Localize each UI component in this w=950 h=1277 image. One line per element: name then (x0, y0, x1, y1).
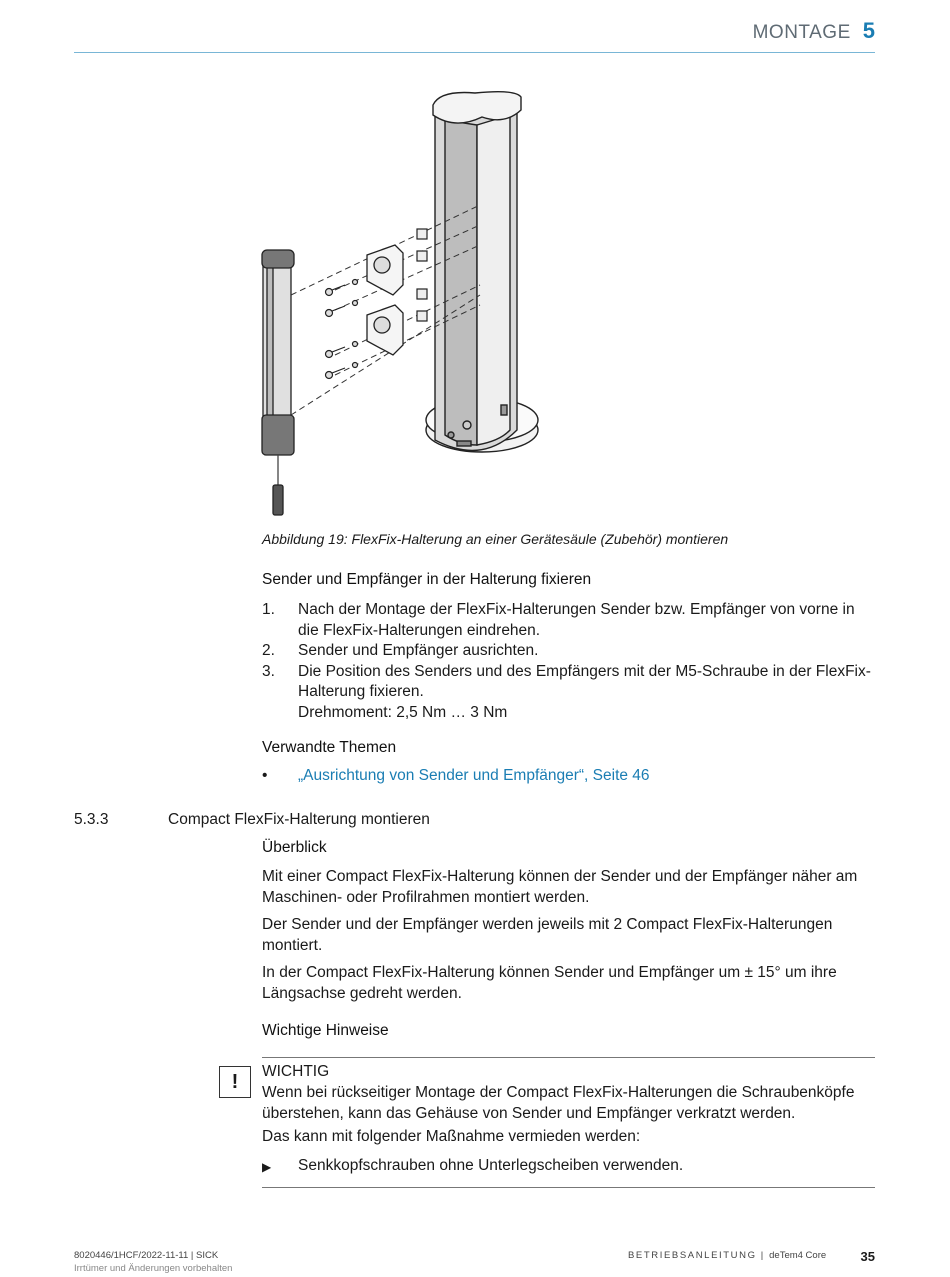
chapter-number: 5 (862, 18, 875, 43)
notes-heading: Wichtige Hinweise (262, 1022, 389, 1039)
step-text: Die Position des Senders und des Empfängers mit der M5-Schraube in der FlexFix-Halterung fixieren. (298, 662, 871, 700)
overview-heading: Überblick (262, 839, 327, 856)
notice-bottom-rule (262, 1187, 875, 1188)
doc-type: BETRIEBSANLEITUNG | (628, 1250, 765, 1261)
flexfix-mounting-illustration (245, 85, 565, 525)
related-list (262, 767, 650, 785)
list-item (262, 662, 877, 724)
disclaimer: Irrtümer und Änderungen vorbehalten (74, 1263, 233, 1274)
step-number: 3. (262, 662, 275, 680)
notice-text-2: Das kann mit folgender Maßnahme vermieden werden: (262, 1128, 641, 1145)
footer-left (74, 1249, 232, 1275)
notice-text: Wenn bei rückseitiger Montage der Compact FlexFix-Halterungen die Schraubenköpfe überstehen, kann das Gehäuse von Sender und Empfänger verkratzt werden. (262, 1084, 855, 1122)
notice-top-rule (262, 1057, 875, 1058)
sensor-bar (262, 250, 294, 515)
chapter-title: MONTAGE (752, 22, 851, 43)
bullet: • (262, 767, 268, 784)
torque-spec: Drehmoment: 2,5 Nm … 3 Nm (298, 703, 508, 721)
step-text-block (298, 662, 877, 724)
figure-caption: Abbildung 19: FlexFix-Halterung an einer Gerätesäule (Zubehör) montieren (262, 531, 729, 547)
device-column (426, 92, 538, 452)
section-title: Compact FlexFix-Halterung montieren (168, 811, 430, 828)
section-number: 5.3.3 (74, 811, 109, 828)
overview-paragraph: Der Sender und der Empfänger werden jeweils mit 2 Compact FlexFix-Halterungen montiert. (262, 916, 833, 954)
page-number: 35 (860, 1249, 875, 1264)
overview-paragraph: Mit einer Compact FlexFix-Halterung können der Sender und der Empfänger näher am Maschinen- oder Profilrahmen montiert werden. (262, 868, 858, 906)
step-number: 1. (262, 601, 275, 618)
header-rule (74, 52, 875, 53)
overview-paragraph: In der Compact FlexFix-Halterung können Sender und Empfänger um ± 15° um ihre Längsachse gedreht werden. (262, 964, 837, 1002)
notice-label: WICHTIG (262, 1063, 330, 1080)
notice-action-text: Senkkopfschrauben ohne Unterlegscheiben verwenden. (298, 1157, 684, 1174)
footer-doc-type (628, 1250, 826, 1261)
exclamation-icon: ! (219, 1066, 251, 1098)
flexfix-brackets (367, 245, 403, 355)
fix-heading: Sender und Empfänger in der Halterung fixieren (262, 571, 592, 588)
step-number: 2. (262, 642, 275, 659)
doc-id: 8020446/1HCF/2022-11-11 | SICK (74, 1250, 219, 1261)
related-heading: Verwandte Themen (262, 739, 397, 756)
slot-nuts (417, 229, 427, 321)
step-text: Sender und Empfänger ausrichten. (298, 642, 539, 659)
notice-action (262, 1157, 683, 1177)
arrow-right-icon: ▶ (262, 1160, 272, 1174)
product-name: deTem4 Core (769, 1250, 827, 1261)
step-text: Nach der Montage der FlexFix-Halterungen Sender bzw. Empfänger von vorne in die FlexFix-Halterungen eindrehen. (298, 601, 855, 639)
related-link[interactable]: „Ausrichtung von Sender und Empfänger“, Seite 46 (298, 767, 650, 784)
list-item (262, 600, 877, 641)
list-item (262, 641, 877, 662)
fix-steps-list (262, 600, 877, 723)
page-header (753, 18, 875, 44)
screws (326, 280, 358, 379)
